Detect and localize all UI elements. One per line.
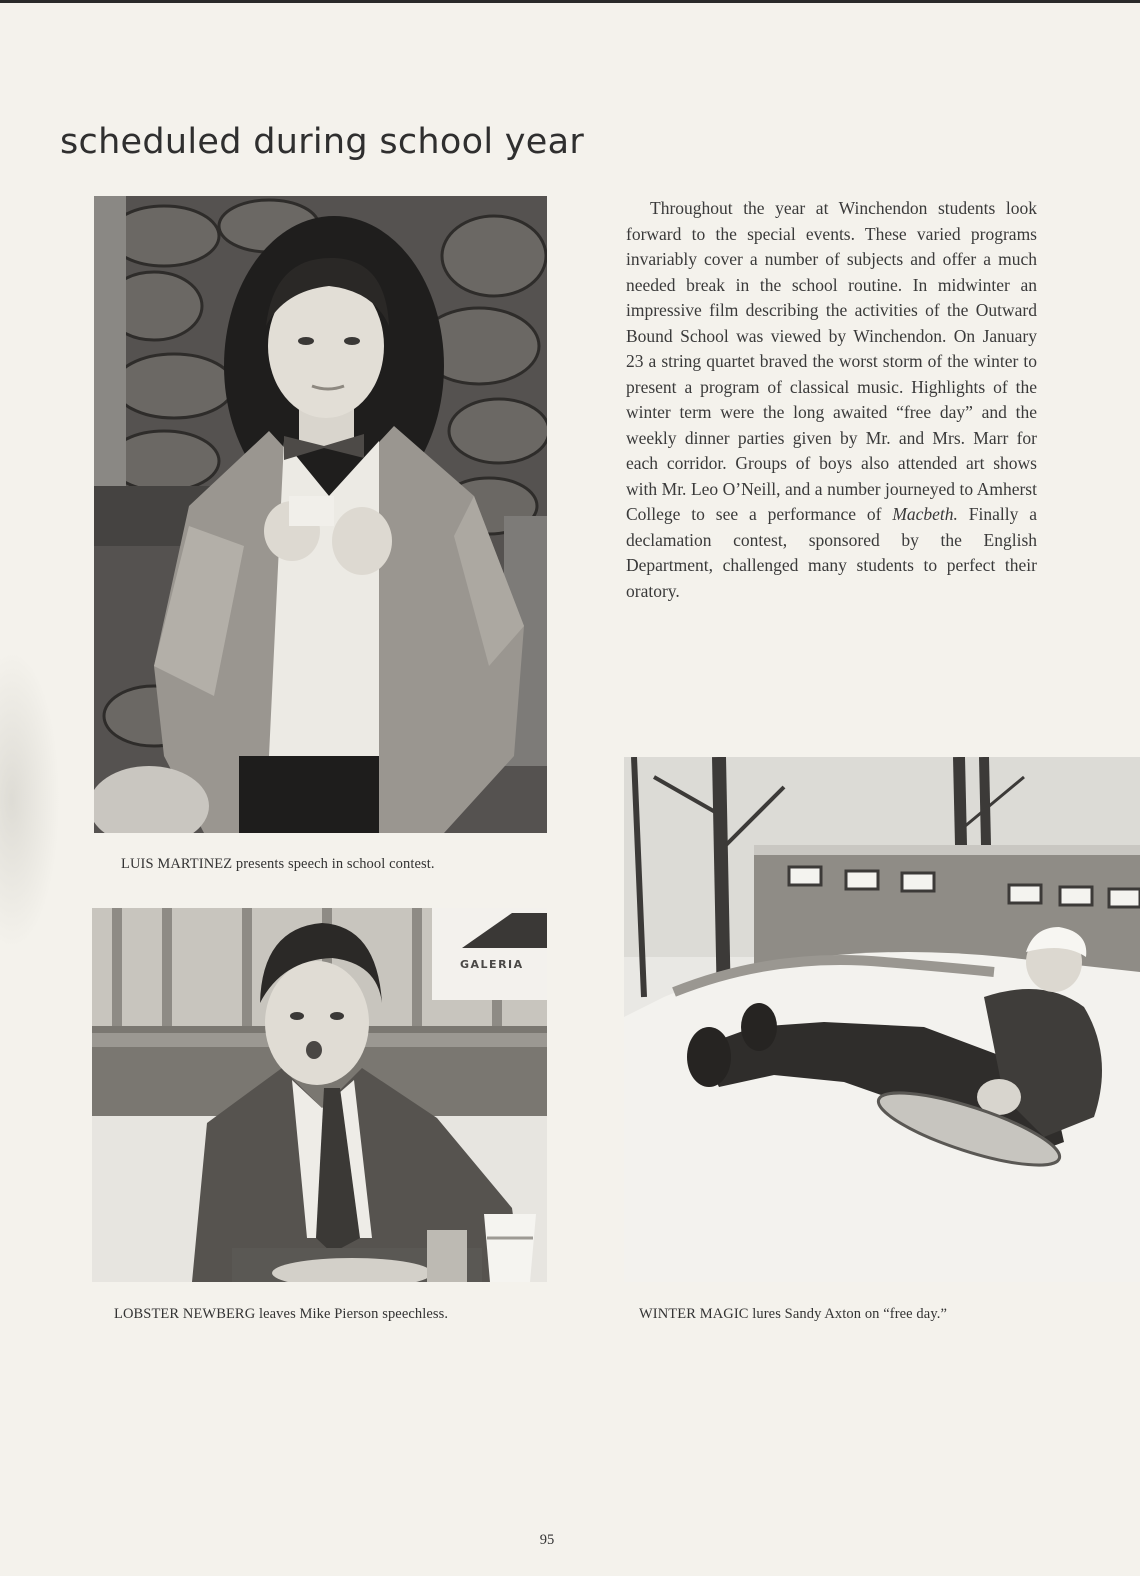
- article-body: [626, 196, 1037, 604]
- poster-sign-text: GALERIA: [460, 958, 524, 971]
- photo-luis-martinez: [94, 196, 547, 833]
- caption-sandy-axton: WINTER MAGIC lures Sandy Axton on “free day.”: [639, 1306, 947, 1322]
- caption-luis-martinez: LUIS MARTINEZ presents speech in school contest.: [121, 856, 435, 872]
- page-heading: scheduled during school year: [60, 122, 585, 162]
- caption-mike-pierson: LOBSTER NEWBERG leaves Mike Pierson speechless.: [114, 1306, 449, 1322]
- article-text-before: Throughout the year at Winchendon students look forward to the special events. These varied programs invariably cover a number of subjects and offer a much needed break in the school routine. In midwinter an impressive film describing the activities of the Outward Bound School was viewed by Winchendon. On January 23 a string quartet braved the worst storm of the winter to present a program of classical music. Highlights of the winter term were the long awaited “free day” and the weekly dinner parties given by Mr. and Mrs. Marr for each corridor. Groups of boys also attended art shows with Mr. Leo O’Neill, and a number journeyed to Amherst College to see a performance of: [626, 198, 1037, 524]
- article-text-after: Finally a declamation contest, sponsored by the English Department, challenged many students to perfect their oratory.: [626, 504, 1037, 601]
- photo-mike-pierson: [92, 908, 547, 1282]
- page-number: 95: [539, 1532, 555, 1548]
- article-play-title: Macbeth.: [892, 504, 958, 524]
- top-border-rule: [0, 0, 1140, 3]
- photo-sandy-axton: [624, 757, 1140, 1282]
- page-smudge: [0, 650, 60, 950]
